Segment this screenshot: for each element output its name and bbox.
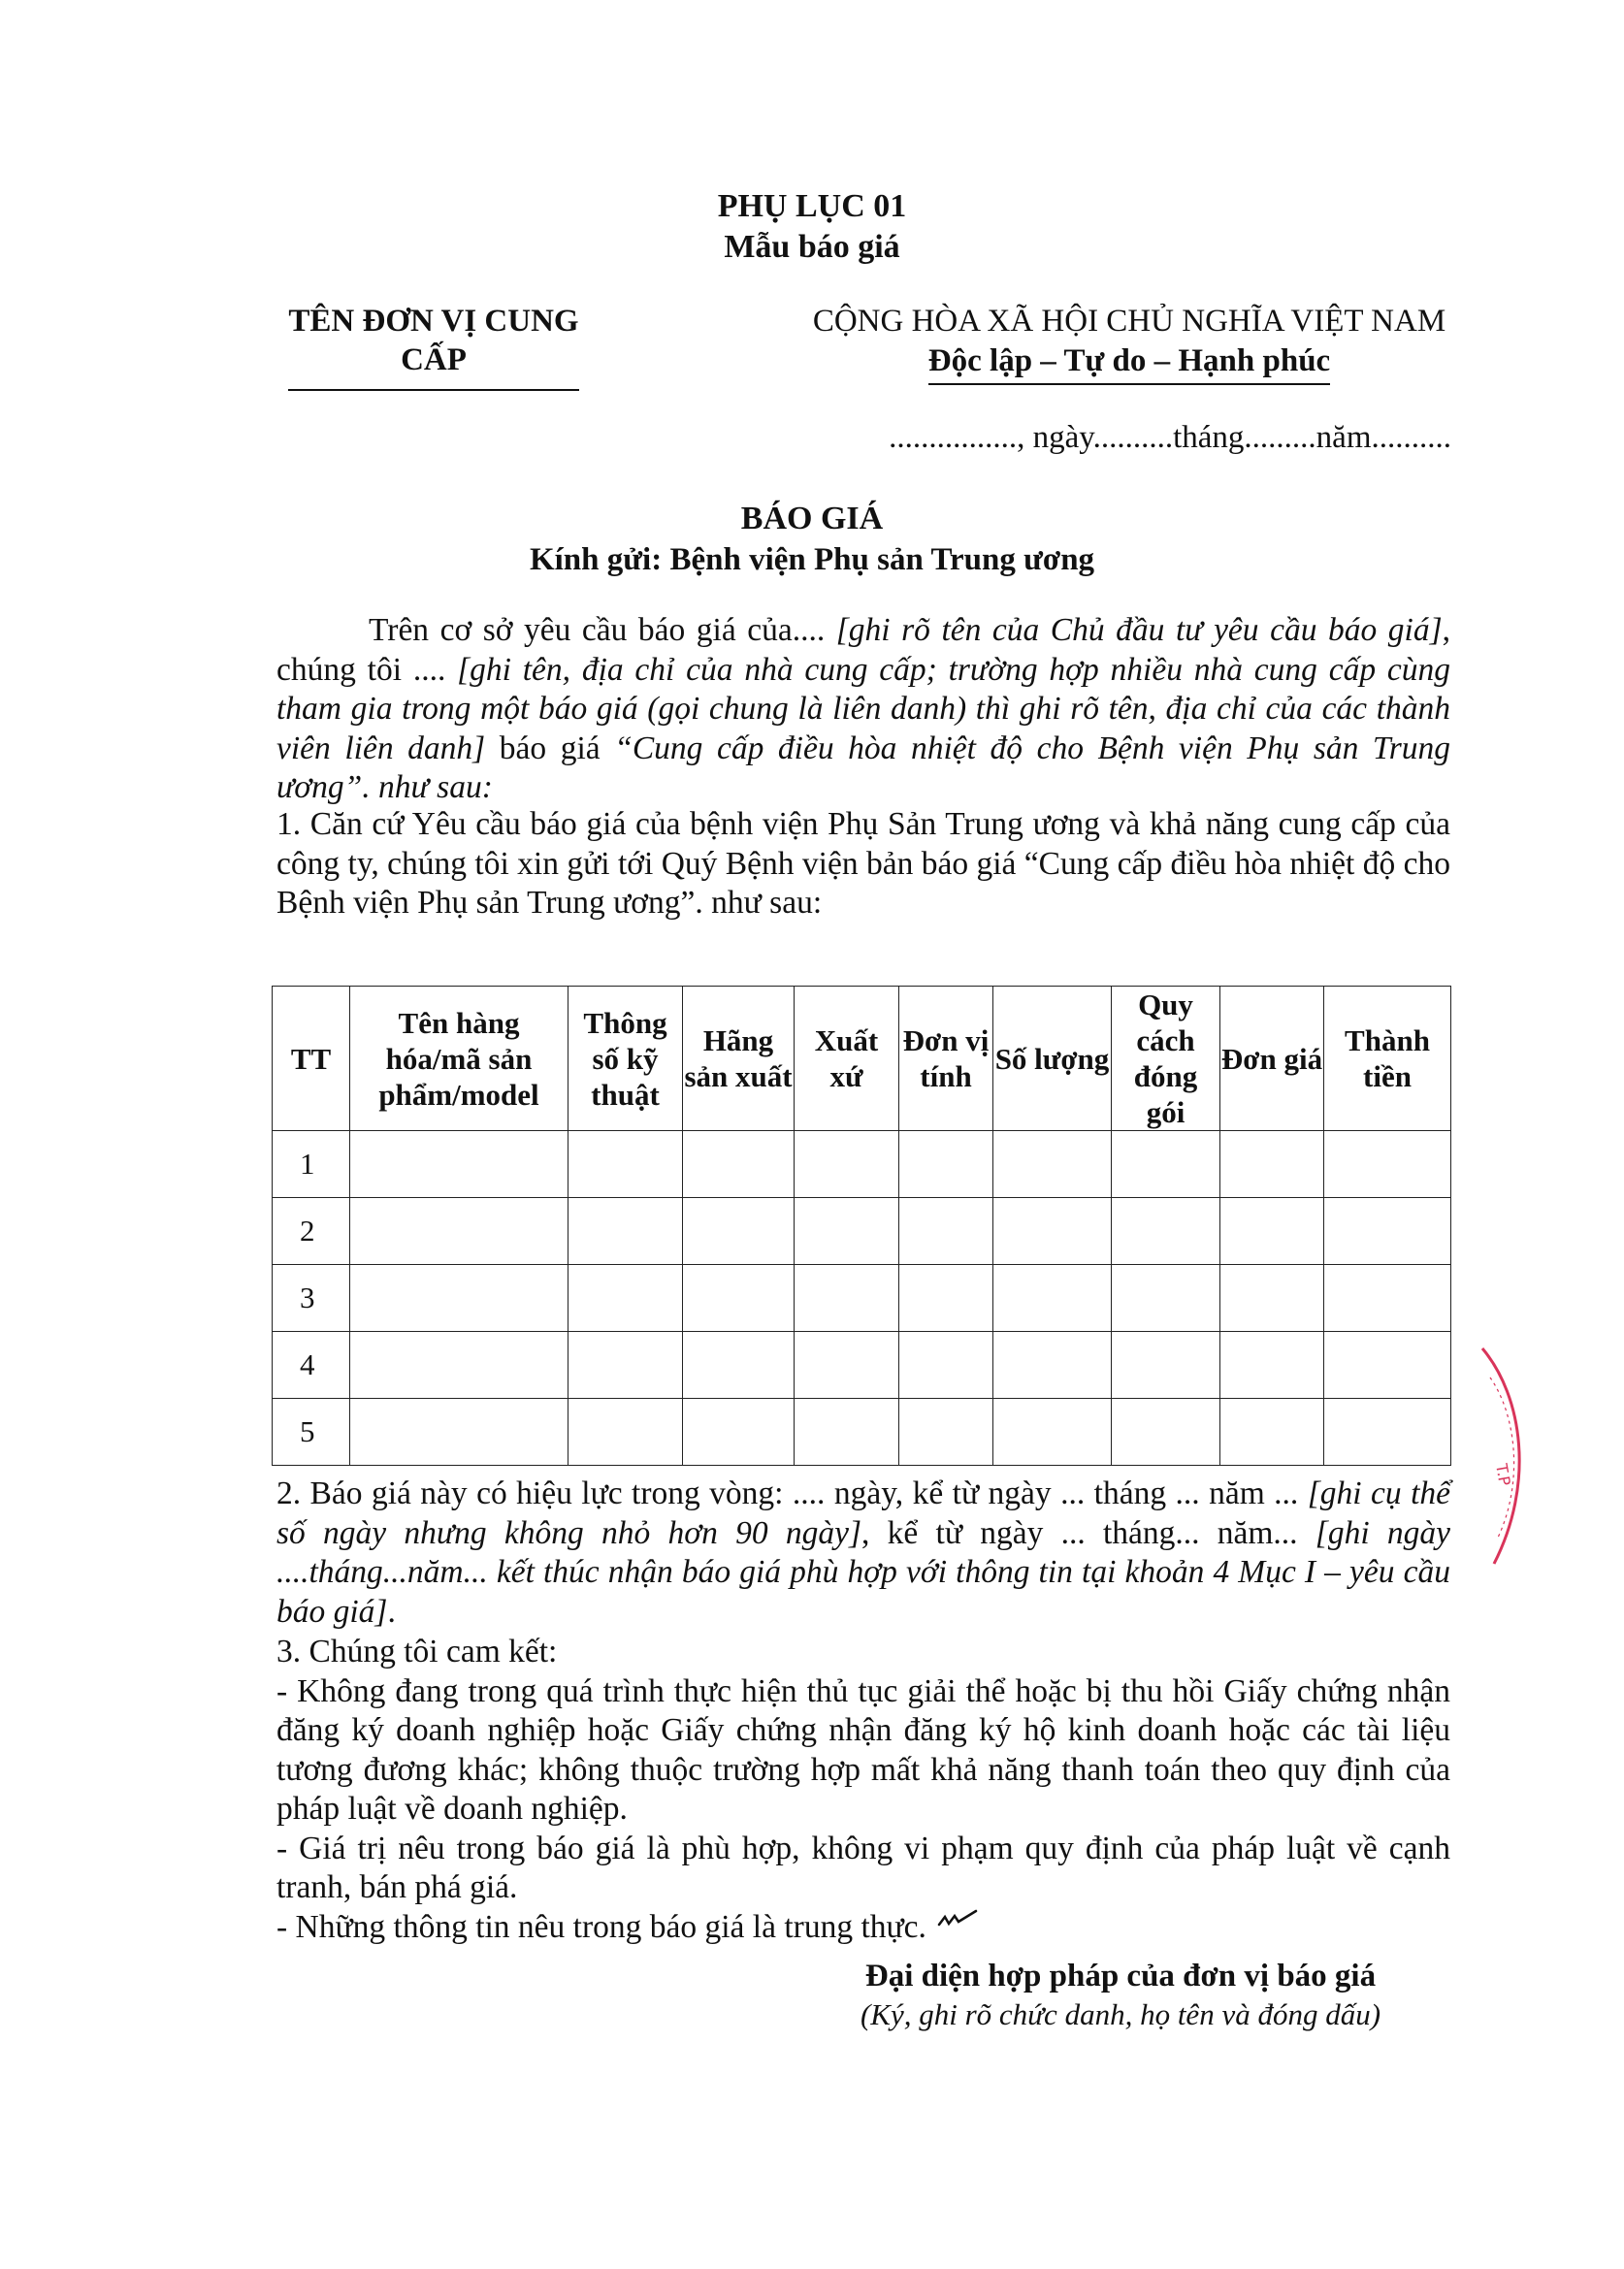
intro-italic-1: [ghi rõ tên của Chủ đầu tư yêu cầu báo giá] <box>835 612 1443 648</box>
validity-paragraph <box>276 1475 1450 1632</box>
intro-text-1: Trên cơ sở yêu cầu báo giá của.... <box>369 612 836 648</box>
header-manufacturer: Hãng sản xuất <box>683 987 795 1131</box>
row-number: 2 <box>273 1198 350 1265</box>
header-unit-price: Đơn giá <box>1220 987 1324 1131</box>
date-line: ................, ngày..........tháng.........năm.......... <box>889 420 1451 455</box>
intro-paragraph <box>276 611 1450 808</box>
commitment-item: - Những thông tin nêu trong báo giá là trung thực. <box>276 1908 926 1945</box>
row-number: 5 <box>273 1399 350 1466</box>
document-recipient: Kính gửi: Bệnh viện Phụ sản Trung ương <box>529 542 1095 577</box>
signature-title: Đại diện hợp pháp của đơn vị báo giá <box>864 1959 1377 1993</box>
national-motto: Độc lập – Tự do – Hạnh phúc <box>928 340 1330 385</box>
table-row <box>273 1265 1451 1332</box>
validity-text-2: , kể từ ngày ... tháng... năm... <box>861 1514 1315 1551</box>
row-number: 4 <box>273 1332 350 1399</box>
header-specifications: Thông số kỹ thuật <box>568 987 683 1131</box>
commitment-item: - Không đang trong quá trình thực hiện thủ tục giải thể hoặc bị thu hồi Giấy chứng nhận đăng ký doanh nghiệp hoặc Giấy chứng nhận đăng ký hộ kinh doanh hoặc các tài liệu tương đương khác; không thuộc trường hợp mất khả năng thanh toán theo quy định của pháp luật về doanh nghiệp. <box>276 1672 1450 1827</box>
header-tt: TT <box>273 987 350 1131</box>
svg-text:T.P: T.P <box>1492 1462 1514 1487</box>
red-stamp-fragment-icon <box>1475 1339 1543 1572</box>
table-row <box>273 1198 1451 1265</box>
table-row <box>273 1332 1451 1399</box>
validity-italic-1: [ghi cụ thể số ngày nhưng không nhỏ hơn 90 ngày] <box>276 1475 1451 1551</box>
country-name: CỘNG HÒA XÃ HỘI CHỦ NGHĨA VIỆT NAM <box>812 304 1446 339</box>
document-title-block <box>0 499 1624 580</box>
row-number: 1 <box>273 1131 350 1198</box>
intro-text-2: , chúng tôi .... <box>276 612 1450 688</box>
intro-italic-2: [ghi tên, địa chỉ của nhà cung cấp; trường hợp nhiều nhà cung cấp cùng tham gia trong một báo giá (gọi chung là liên danh) thì ghi rõ tên, địa chỉ của các thành viên liên danh] <box>276 651 1450 766</box>
supplier-name-placeholder: TÊN ĐƠN VỊ CUNG CẤP <box>288 304 579 377</box>
intro-text-3: báo giá <box>485 729 615 766</box>
signature-block <box>805 1956 1436 2033</box>
validity-text-1: 2. Báo giá này có hiệu lực trong vòng: .... ngày, kể từ ngày ... tháng ... năm ... <box>276 1475 1308 1511</box>
appendix-title: PHỤ LỤC 01 <box>717 188 907 224</box>
validity-text-3: . <box>387 1593 396 1630</box>
header-product-name: Tên hàng hóa/mã sản phẩm/model <box>350 987 568 1131</box>
table-row <box>273 1131 1451 1198</box>
appendix-heading <box>0 186 1624 268</box>
quotation-table <box>272 986 1451 1466</box>
validity-italic-2: [ghi ngày ....tháng...năm... kết thúc nhận báo giá phù hợp với thông tin tại khoản 4 Mục I – yêu cầu báo giá] <box>276 1514 1450 1630</box>
header-packaging: Quy cách đóng gói <box>1112 987 1220 1131</box>
header-origin: Xuất xứ <box>795 987 899 1131</box>
intro-italic-3: “Cung cấp điều hòa nhiệt độ cho Bệnh viện Phụ sản Trung ương”. như sau: <box>276 729 1450 805</box>
table-row <box>273 1399 1451 1466</box>
header-quantity: Số lượng <box>993 987 1112 1131</box>
appendix-subtitle: Mẫu báo giá <box>724 229 900 265</box>
commitment-heading: 3. Chúng tôi cam kết: <box>276 1634 558 1669</box>
item-1-paragraph: 1. Căn cứ Yêu cầu báo giá của bệnh viện Phụ Sản Trung ương và khả năng cung cấp của công ty, chúng tôi xin gửi tới Quý Bệnh viện bản báo giá “Cung cấp điều hòa nhiệt độ cho Bệnh viện Phụ sản Trung ương”. như sau: <box>276 806 1450 921</box>
table-header-row <box>273 987 1451 1131</box>
row-number: 3 <box>273 1265 350 1332</box>
header-unit: Đơn vị tính <box>899 987 993 1131</box>
supplier-header <box>254 302 613 391</box>
header-total: Thành tiền <box>1324 987 1451 1131</box>
commitment-item: - Giá trị nêu trong báo giá là phù hợp, không vi phạm quy định của pháp luật về cạnh tranh, bán phá giá. <box>276 1830 1450 1905</box>
signature-note: (Ký, ghi rõ chức danh, họ tên và đóng dấu) <box>860 1997 1381 2031</box>
supplier-underline <box>288 389 579 391</box>
handwritten-tick-mark <box>937 1907 980 1932</box>
national-header <box>790 302 1469 385</box>
document-title: BÁO GIÁ <box>740 501 884 536</box>
commitment-section <box>276 1633 1450 1947</box>
